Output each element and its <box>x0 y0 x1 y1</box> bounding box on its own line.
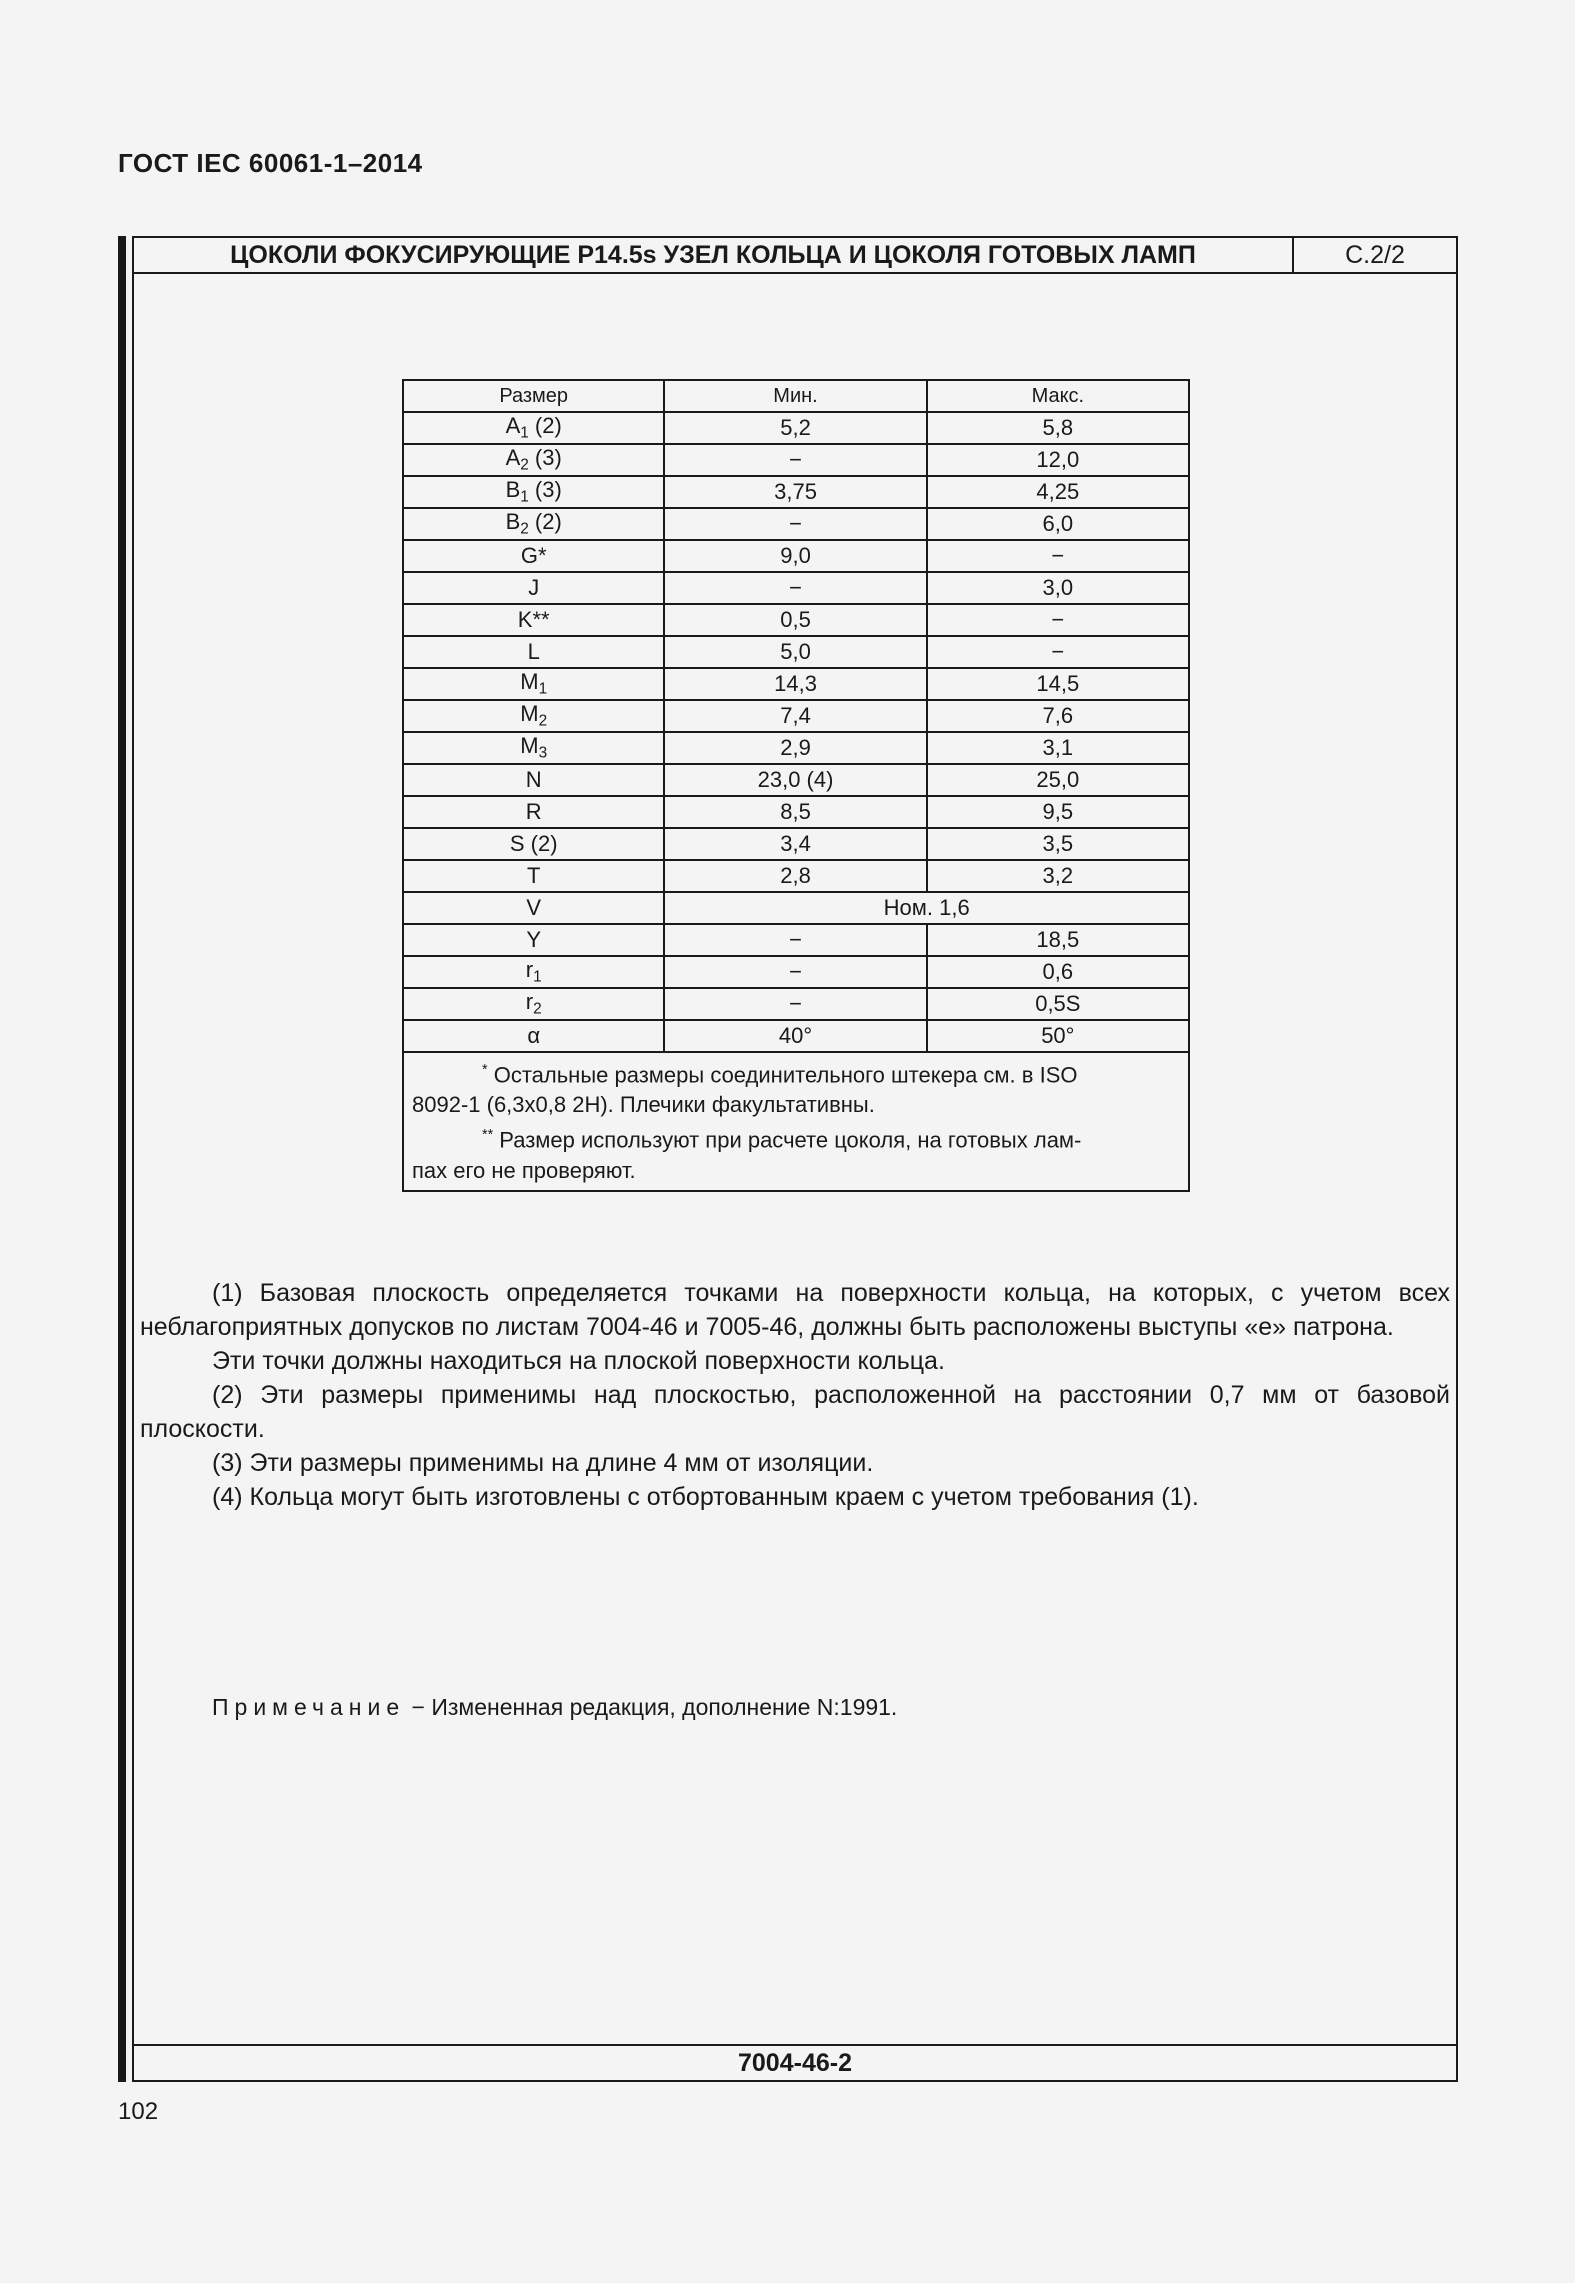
size-symbol: V <box>526 895 542 920</box>
cell-min: 2,8 <box>664 860 926 892</box>
size-subscript: 2 <box>533 1000 542 1018</box>
cell-max: 7,6 <box>927 700 1189 732</box>
cell-min: 2,9 <box>664 732 926 764</box>
table-row <box>403 828 1189 860</box>
frame-left-bar <box>118 236 126 2082</box>
size-symbol: B <box>505 509 521 535</box>
note-1 <box>412 1055 1180 1090</box>
sheet-title-row <box>134 238 1456 274</box>
cell-max: 3,5 <box>927 828 1189 860</box>
size-symbol: r <box>525 989 534 1015</box>
size-symbol: N <box>525 767 542 792</box>
cell-min: − <box>664 508 926 540</box>
size-symbol: A <box>505 445 521 471</box>
note-1-cont: 8092-1 (6,3x0,8 2H). Плечики факультативны. <box>412 1092 875 1118</box>
cell-min: − <box>664 924 926 956</box>
cell-max: 6,0 <box>927 508 1189 540</box>
cell-size <box>403 988 664 1020</box>
cell-size <box>403 860 664 892</box>
cell-size <box>403 540 664 572</box>
note-1-mark: * <box>482 1062 488 1078</box>
size-subscript: 2 <box>520 456 529 474</box>
cell-nominal: Ном. 1,6 <box>664 892 1189 924</box>
cell-size <box>403 636 664 668</box>
table-row <box>403 444 1189 476</box>
cell-size <box>403 924 664 956</box>
cell-min: 9,0 <box>664 540 926 572</box>
remark <box>212 1694 897 1721</box>
cell-max: 9,5 <box>927 796 1189 828</box>
col-header-min: Мин. <box>664 380 926 412</box>
cell-min: 5,2 <box>664 412 926 444</box>
cell-size <box>403 444 664 476</box>
table-row <box>403 892 1189 924</box>
cell-size <box>403 412 664 444</box>
note-1-text-a: Остальные размеры соединительного штекера см. в ISO <box>493 1062 1078 1088</box>
size-symbol: G* <box>520 543 547 568</box>
sheet-ref: С.2/2 <box>1345 241 1405 269</box>
cell-max: 4,25 <box>927 476 1189 508</box>
table-row <box>403 956 1189 988</box>
size-subscript: 2 <box>538 712 548 730</box>
sheet-title: ЦОКОЛИ ФОКУСИРУЮЩИЕ P14.5s УЗЕЛ КОЛЬЦА И ЦОКОЛЯ ГОТОВЫХ ЛАМП <box>134 238 1294 272</box>
size-symbol: S (2) <box>509 831 558 856</box>
cell-min: 14,3 <box>664 668 926 700</box>
table-body <box>403 412 1189 1052</box>
size-note-ref: (3) <box>528 477 562 503</box>
size-symbol: M <box>520 669 539 695</box>
table-row <box>403 540 1189 572</box>
cell-max: 25,0 <box>927 764 1189 796</box>
table-row <box>403 604 1189 636</box>
note-paragraph-3: (2) Эти размеры применимы над плоскостью, расположенной на расстоянии 0,7 мм от базовой плоскости. <box>140 1381 1450 1443</box>
note-2-cont: пах его не проверяют. <box>412 1157 636 1183</box>
size-subscript: 1 <box>533 968 542 986</box>
size-symbol: J <box>528 575 540 600</box>
cell-min: 3,75 <box>664 476 926 508</box>
table-row <box>403 764 1189 796</box>
table-row <box>403 412 1189 444</box>
size-symbol: T <box>526 863 541 888</box>
cell-max: − <box>927 540 1189 572</box>
table-row <box>403 476 1189 508</box>
size-subscript: 2 <box>520 520 529 538</box>
size-subscript: 1 <box>520 488 529 506</box>
cell-max: 18,5 <box>927 924 1189 956</box>
table-row <box>403 732 1189 764</box>
page-number: 102 <box>118 2098 159 2125</box>
cell-min: 8,5 <box>664 796 926 828</box>
cell-size <box>403 956 664 988</box>
cell-min: − <box>664 444 926 476</box>
dimensions-table <box>402 379 1190 1192</box>
size-symbol: M <box>520 701 539 727</box>
table-notes <box>403 1052 1189 1191</box>
note-2 <box>412 1120 1180 1155</box>
cell-size <box>403 828 664 860</box>
note-paragraph-2: Эти точки должны находиться на плоской поверхности кольца. <box>212 1347 945 1375</box>
cell-size <box>403 700 664 732</box>
cell-min: 0,5 <box>664 604 926 636</box>
cell-min: 5,0 <box>664 636 926 668</box>
cell-size <box>403 764 664 796</box>
note-2-mark: ** <box>482 1127 494 1144</box>
size-symbol: α <box>527 1023 541 1048</box>
size-subscript: 3 <box>538 744 548 762</box>
size-symbol: M <box>520 733 539 759</box>
cell-max: − <box>927 636 1189 668</box>
cell-min: 7,4 <box>664 700 926 732</box>
size-symbol: Y <box>526 927 542 952</box>
cell-min: 23,0 (4) <box>664 764 926 796</box>
cell-size <box>403 476 664 508</box>
cell-min: − <box>664 956 926 988</box>
cell-max: 5,8 <box>927 412 1189 444</box>
size-symbol: B <box>505 477 521 503</box>
cell-size <box>403 892 664 924</box>
note-2-text-a: Размер используют при расчете цоколя, на готовых лам- <box>499 1127 1082 1153</box>
cell-size <box>403 508 664 540</box>
table-notes-row <box>403 1052 1189 1191</box>
size-note-ref: (3) <box>528 445 562 471</box>
table-row <box>403 700 1189 732</box>
table-row <box>403 572 1189 604</box>
cell-max: 3,0 <box>927 572 1189 604</box>
cell-size <box>403 1020 664 1052</box>
cell-max: 3,1 <box>927 732 1189 764</box>
note-paragraph-5: (4) Кольца могут быть изготовлены с отбортованным краем с учетом требования (1). <box>212 1483 1199 1511</box>
table-row <box>403 796 1189 828</box>
col-header-size: Размер <box>403 380 664 412</box>
size-subscript: 1 <box>520 424 529 442</box>
standard-header: ГОСТ IEC 60061-1–2014 <box>118 148 423 178</box>
cell-min: − <box>664 988 926 1020</box>
size-symbol: r <box>525 957 534 983</box>
cell-size <box>403 732 664 764</box>
cell-min: 3,4 <box>664 828 926 860</box>
cell-max: − <box>927 604 1189 636</box>
cell-size <box>403 604 664 636</box>
cell-size <box>403 572 664 604</box>
size-note-ref: (2) <box>528 413 562 439</box>
cell-max: 50° <box>927 1020 1189 1052</box>
table-row <box>403 924 1189 956</box>
cell-min: 40° <box>664 1020 926 1052</box>
cell-size <box>403 668 664 700</box>
cell-max: 0,6 <box>927 956 1189 988</box>
table-header-row <box>403 380 1189 412</box>
cell-max: 12,0 <box>927 444 1189 476</box>
cell-max: 0,5S <box>927 988 1189 1020</box>
note-paragraph-1: (1) Базовая плоскость определяется точками на поверхности кольца, на которых, с учетом всех неблагоприятных допусков по листам 7004-46 и 7005-46, должны быть расположены выступы «е» патрона. <box>140 1279 1450 1341</box>
remark-label: Примечание <box>212 1694 406 1720</box>
cell-min: − <box>664 572 926 604</box>
size-subscript: 1 <box>538 680 548 698</box>
note-paragraph-4: (3) Эти размеры применимы на длине 4 мм от изоляции. <box>212 1449 874 1477</box>
size-symbol: R <box>525 799 542 824</box>
table-row <box>403 508 1189 540</box>
cell-size <box>403 796 664 828</box>
size-symbol: A <box>505 413 521 439</box>
cell-max: 3,2 <box>927 860 1189 892</box>
table-row <box>403 1020 1189 1052</box>
size-note-ref: (2) <box>528 509 562 535</box>
notes-body <box>140 1276 1450 1514</box>
sheet-footer-code: 7004-46-2 <box>134 2044 1456 2080</box>
table-row <box>403 988 1189 1020</box>
cell-max: 14,5 <box>927 668 1189 700</box>
size-symbol: K** <box>517 607 550 632</box>
col-header-max: Макс. <box>927 380 1189 412</box>
table-row <box>403 668 1189 700</box>
table-row <box>403 636 1189 668</box>
remark-text: − Измененная редакция, дополнение N:1991. <box>405 1694 898 1720</box>
table-row <box>403 860 1189 892</box>
size-symbol: L <box>527 639 540 664</box>
